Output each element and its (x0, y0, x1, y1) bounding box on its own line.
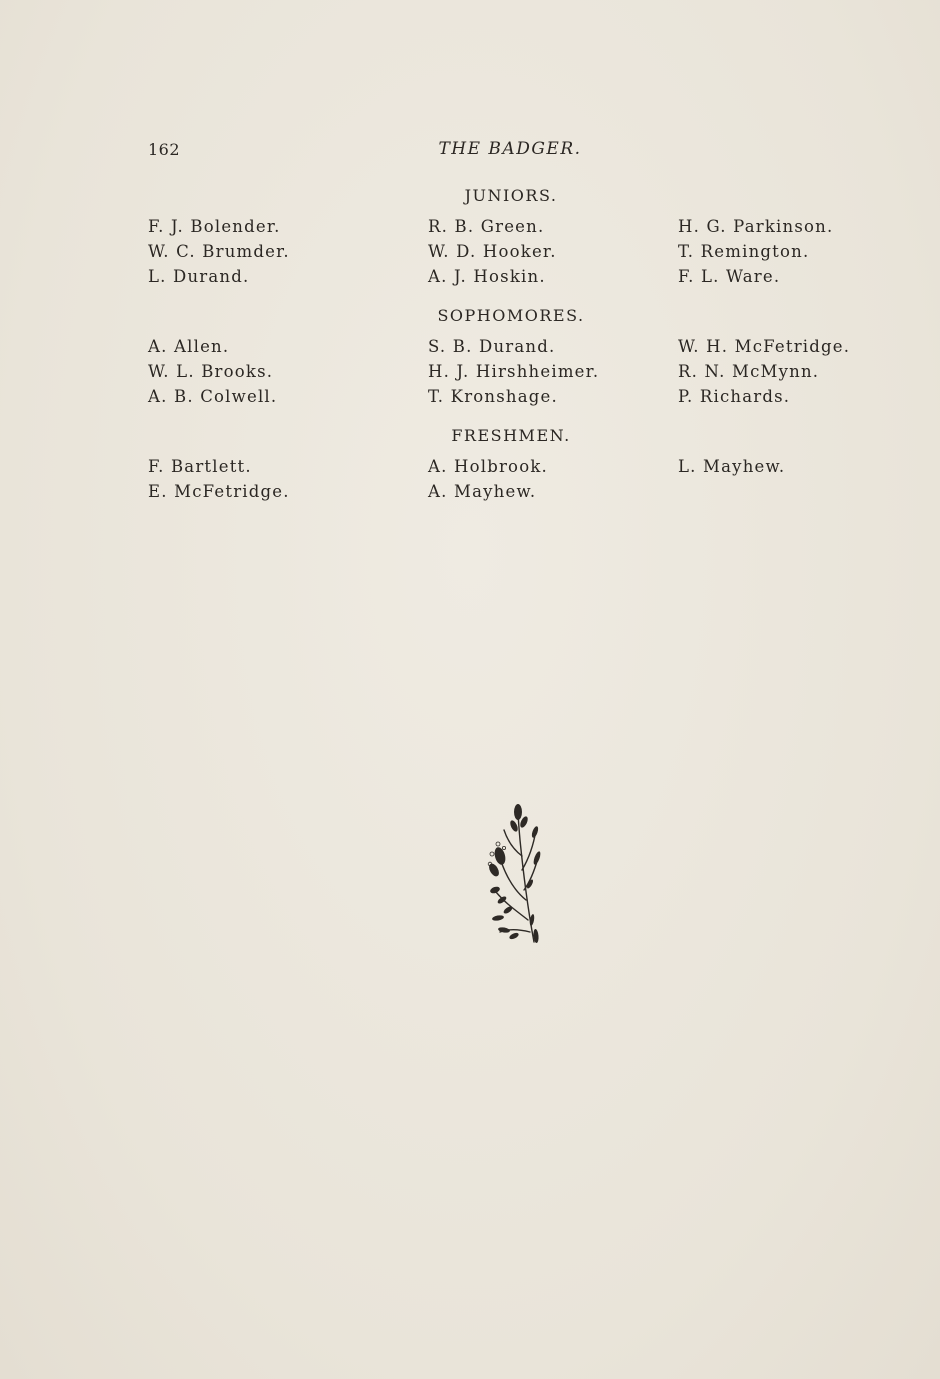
section-title-freshmen: FRESHMEN. (451, 426, 571, 445)
member-name: W. D. Hooker. (428, 242, 557, 261)
member-name: F. L. Ware. (678, 267, 781, 286)
member-name: R. N. McMynn. (678, 362, 820, 381)
member-name: A. Allen. (148, 337, 230, 356)
member-name: R. B. Green. (428, 217, 545, 236)
floral-sprig-icon (478, 800, 544, 950)
member-name: W. C. Brumder. (148, 242, 290, 261)
member-name: A. J. Hoskin. (428, 267, 546, 286)
sophomores-column-1 (148, 334, 277, 409)
sophomores-column-2 (428, 334, 599, 409)
member-name: A. B. Colwell. (148, 387, 278, 406)
member-name: A. Holbrook. (428, 457, 548, 476)
member-name: E. McFetridge. (148, 482, 290, 501)
member-name: T. Kronshage. (428, 387, 558, 406)
juniors-column-3 (678, 214, 833, 289)
freshmen-column-2 (428, 454, 548, 504)
freshmen-column-1 (148, 454, 290, 504)
freshmen-column-3 (678, 454, 785, 479)
page-number: 162 (148, 140, 181, 159)
member-name: H. J. Hirshheimer. (428, 362, 600, 381)
juniors-column-2 (428, 214, 557, 289)
section-title-sophomores: SOPHOMORES. (437, 306, 585, 325)
member-name: F. J. Bolender. (148, 217, 281, 236)
member-name: W. H. McFetridge. (678, 337, 851, 356)
member-name: F. Bartlett. (148, 457, 252, 476)
sophomores-column-3 (678, 334, 850, 409)
member-name: L. Durand. (148, 267, 250, 286)
member-name: H. G. Parkinson. (678, 217, 834, 236)
member-name: S. B. Durand. (428, 337, 556, 356)
member-name: L. Mayhew. (678, 457, 786, 476)
member-name: T. Remington. (678, 242, 810, 261)
juniors-column-1 (148, 214, 290, 289)
member-name: A. Mayhew. (428, 482, 537, 501)
member-name: P. Richards. (678, 387, 791, 406)
section-title-juniors: JUNIORS. (464, 186, 558, 205)
member-name: W. L. Brooks. (148, 362, 274, 381)
running-title: THE BADGER. (438, 139, 582, 159)
